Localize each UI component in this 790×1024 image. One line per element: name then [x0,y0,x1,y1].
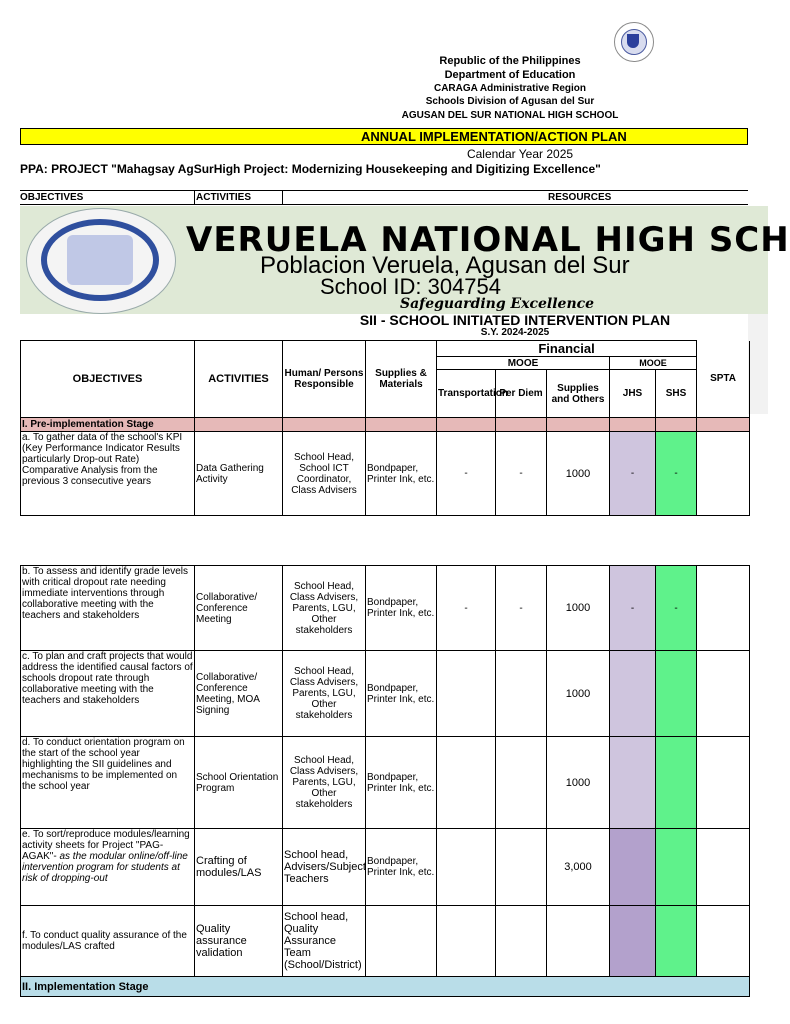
row-transport: - [437,432,496,516]
banner-address: Poblacion Veruela, Agusan del Sur [260,252,630,279]
row-human: School Head, School ICT Coordinator, Class Advisers [283,432,366,516]
banner-side-fill [748,314,768,414]
row-shs [656,737,697,829]
banner-school-name: VERUELA NATIONAL HIGH SCH [186,220,790,260]
table-row [21,737,750,829]
row-transport: - [437,566,496,651]
row-activity: Collaborative/ Conference Meeting [195,566,283,651]
stage-pre: I. Pre-implementation Stage [21,418,195,432]
row-others: 3,000 [547,829,610,906]
row-supplies: Bondpaper, Printer Ink, etc. [366,566,437,651]
ppa-title: PPA: PROJECT "Mahagsay AgSurHigh Project: Modernizing Housekeeping and Digitizing Excellence" [20,162,601,176]
row-activity: Collaborative/ Conference Meeting, MOA Signing [195,651,283,737]
row-human: School head, Quality Assurance Team (School/District) [283,906,366,977]
plan-title-bar [20,128,748,145]
row-jhs [610,651,656,737]
row-human: School Head, Class Advisers, Parents, LGU, Other stakeholders [283,737,366,829]
header-school: AGUSAN DEL SUR NATIONAL HIGH SCHOOL [401,110,619,121]
row-perdiem [496,906,547,977]
header-division: Schools Division of Agusan del Sur [425,96,595,107]
school-banner [20,206,790,314]
row-shs [656,651,697,737]
row-transport [437,906,496,977]
header-republic: Republic of the Philippines [439,55,581,67]
top-objectives-header: OBJECTIVES [20,192,84,203]
banner-motto: Safeguarding Excellence [400,296,595,312]
plan-title: ANNUAL IMPLEMENTATION/ACTION PLAN [361,129,627,144]
row-supplies: Bondpaper, Printer Ink, etc. [366,432,437,516]
top-activities-header: ACTIVITIES [196,192,252,203]
row-transport [437,829,496,906]
stage-implementation: II. Implementation Stage [21,977,750,997]
table-row [21,651,750,737]
col-supplies: Supplies & Materials [366,341,437,418]
row-objective: c. To plan and craft projects that would address the identified causal factors of schools dropout rate through collaborative meeting with the teachers and stakeholders [21,651,195,737]
row-shs: - [656,432,697,516]
row-objective: b. To assess and identify grade levels with critical dropout rate needing immediate interventions through collaborative meeting with the teachers and stakeholders [21,566,195,651]
row-activity: Quality assurance validation [195,906,283,977]
row-shs [656,906,697,977]
table-row [21,566,750,651]
col-perdiem: Per Diem [496,370,547,418]
table-row [21,432,750,516]
col-human: Human/ Persons Responsible [283,341,366,418]
row-jhs [610,829,656,906]
intervention-table-continued [20,565,750,997]
header-department: Department of Education [444,69,576,81]
col-jhs: JHS [610,370,656,418]
row-objective: a. To gather data of the school's KPI (Key Performance Indicator Results particularly Drop-out Rate) Comparative Analysis from the previous 3 consecutive years [21,432,195,516]
row-shs: - [656,566,697,651]
row-objective: d. To conduct orientation program on the start of the school year highlighting the SII guidelines and mechanisms to be implemented on the school year [21,737,195,829]
row-others: 1000 [547,432,610,516]
row-activity: Data Gathering Activity [195,432,283,516]
row-jhs: - [610,566,656,651]
row-jhs: - [610,432,656,516]
row-supplies: Bondpaper, Printer Ink, etc. [366,651,437,737]
row-transport [437,737,496,829]
row-others [547,906,610,977]
row-activity: School Orientation Program [195,737,283,829]
row-human: School head, Advisers/Subject Teachers [283,829,366,906]
col-objectives: OBJECTIVES [21,341,195,418]
row-perdiem [496,737,547,829]
col-activities: ACTIVITIES [195,341,283,418]
row-activity: Crafting of modules/LAS [195,829,283,906]
row-supplies [366,906,437,977]
col-transport: Transportation [437,370,496,418]
row-perdiem: - [496,432,547,516]
row-supplies: Bondpaper, Printer Ink, etc. [366,829,437,906]
table-row [21,906,750,977]
col-financial: Financial [437,341,697,357]
row-human: School Head, Class Advisers, Parents, LGU, Other stakeholders [283,651,366,737]
sii-title: SII - SCHOOL INITIATED INTERVENTION PLAN [359,312,671,328]
row-objective: f. To conduct quality assurance of the modules/LAS crafted [21,906,195,977]
row-supplies: Bondpaper, Printer Ink, etc. [366,737,437,829]
col-mooe: MOOE [437,357,610,370]
banner-school-id: School ID: 304754 [320,274,502,299]
row-others: 1000 [547,737,610,829]
row-perdiem [496,651,547,737]
col-supplies-others: Supplies and Others [547,370,610,418]
deped-logo-icon [26,208,176,314]
row-others: 1000 [547,566,610,651]
row-others: 1000 [547,651,610,737]
col-spta: SPTA [697,341,750,418]
row-transport [437,651,496,737]
header-region: CARAGA Administrative Region [433,83,587,94]
col-mooe-school: MOOE [610,357,697,370]
col-shs: SHS [656,370,697,418]
intervention-table [20,340,750,516]
row-perdiem [496,829,547,906]
row-jhs [610,906,656,977]
calendar-year: Calendar Year 2025 [466,147,574,161]
sii-school-year: S.Y. 2024-2025 [480,327,550,338]
row-jhs [610,737,656,829]
row-shs [656,829,697,906]
row-human: School Head, Class Advisers, Parents, LGU, Other stakeholders [283,566,366,651]
top-resources-header: RESOURCES [548,192,612,203]
row-objective: e. To sort/reproduce modules/learning activity sheets for Project "PAG-AGAK"- as the modular online/off-line intervention program for students at risk of dropping-out [21,829,195,906]
table-row [21,829,750,906]
row-perdiem: - [496,566,547,651]
